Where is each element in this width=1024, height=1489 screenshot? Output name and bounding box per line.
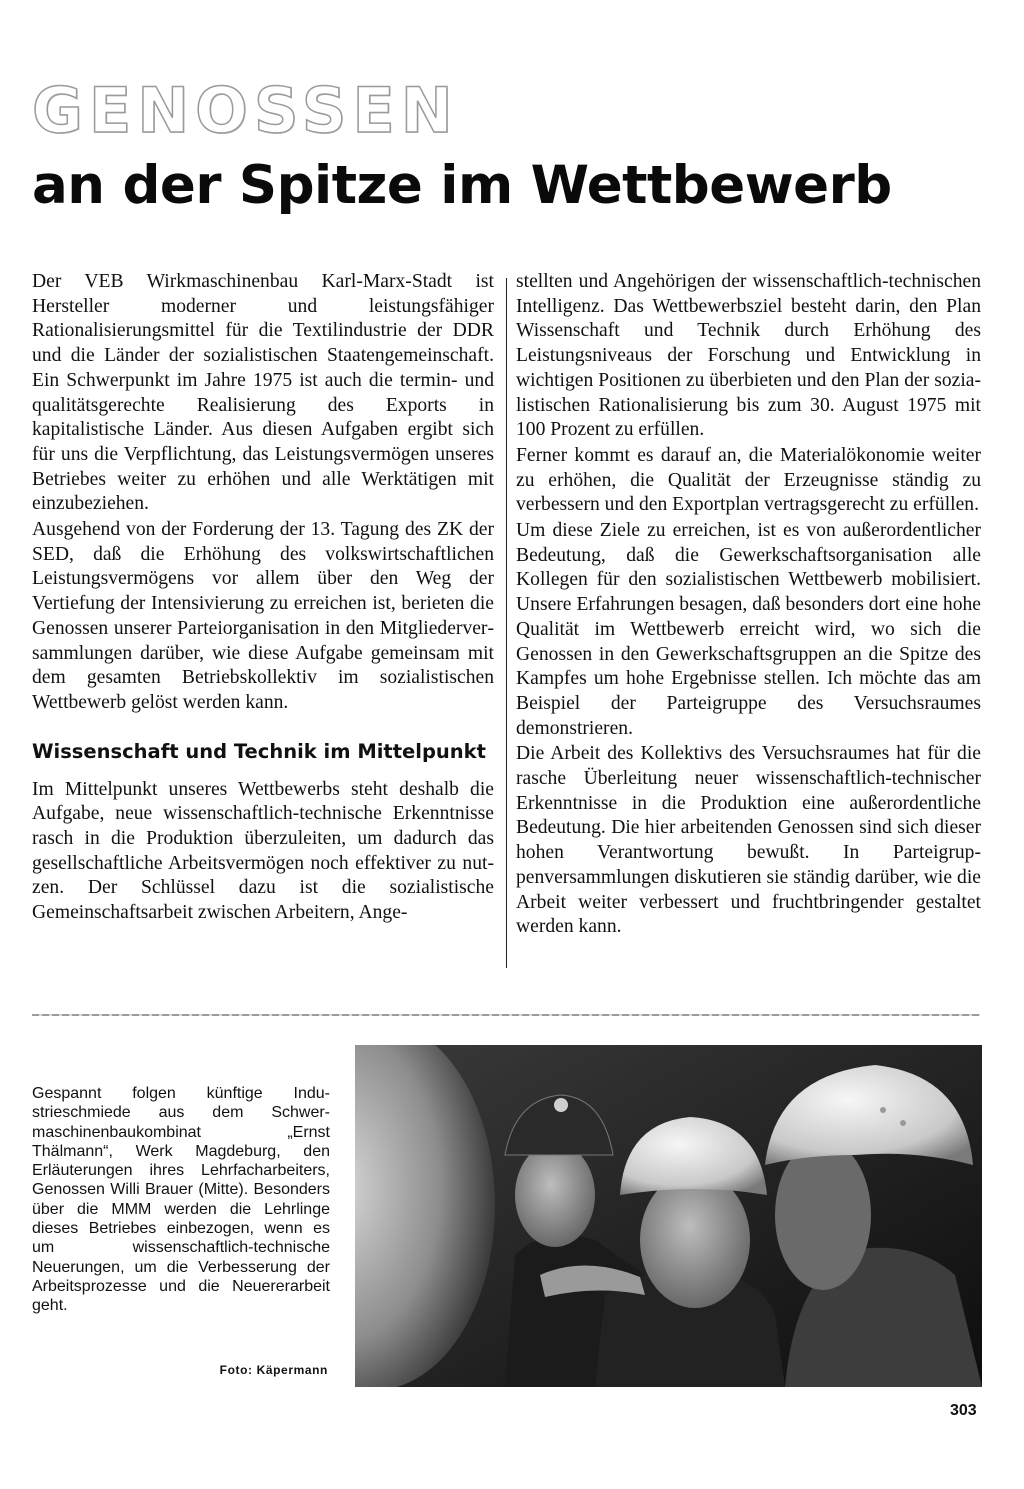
workers-photo-illustration	[355, 1045, 982, 1387]
paragraph-2: Ausgehend von der Forderung der 13. Tagung des ZK der SED, daß die Erhöhung des volkswirtschaftlichen Leistungsvermögens vor allem über den Weg der Vertiefung der Intensivierung zu erreichen ist, berieten die Genossen unserer Parteiorganisation in den Mitgliederversammlungen darüber, wie diese Aufgabe gemeinsam mit dem gesamten Betriebskollektiv im sozialistischen Wettbewerb gelöst werden kann.	[32, 519, 494, 713]
worker-right-face	[775, 1140, 871, 1290]
article-kicker: GENOSSEN	[32, 74, 459, 147]
paragraph-6: Um diese Ziele zu erreichen, ist es von außerordentlicher Bedeutung, daß die Gewerkschaftsorganisation alle Kollegen für den sozialistischen Wettbewerb mobilisiert. Unsere Erfahrungen besagen, daß besonders dort eine hohe Qualität im Wettbewerb erreicht wird, wo sich die Genossen in den Gewerkschaftsgruppen an die Spitze des Kampfes um hohe Ergebnisse stellen. Ich möchte das am Beispiel der Parteigruppe des Versuchsraumes demonstrieren.	[516, 520, 981, 739]
photo-credit: Foto: Käpermann	[219, 1363, 328, 1377]
section-subheading: Wissenschaft und Technik im Mittelpunkt	[32, 739, 486, 763]
worker-center-face	[640, 1172, 750, 1308]
paragraph-5: Ferner kommt es darauf an, die Materialökonomie weiter zu erhöhen, die Qualität der Erzeugnisse ständig zu verbessern und den Exportplan vertragsgerecht zu erfüllen.	[516, 444, 981, 516]
section-separator	[32, 1014, 980, 1016]
paragraph-4: stellten und Angehörigen der wissenschaftlich-technischen Intelligenz. Das Wettbewerbsziel besteht darin, den Plan Wissenschaft und Technik durch Erhöhung des Leistungsniveaus der Forschung und Entwicklung in wichtigen Positionen zu überbieten und den Plan der sozialistischen Rationalisierung bis zum 30. August 1975 mit 100 Prozent zu erfüllen.	[516, 271, 981, 441]
column-divider	[506, 278, 507, 968]
photo-caption: Gespannt folgen künftige Industrieschmiede aus dem Schwermaschinenbaukombinat „Ernst Thälmann“, Werk Magdeburg, den Erläuterungen ihres Lehrfacharbeiters, Genossen Willi Brauer (Mitte). Besonders über die MMM werden die Lehrlinge dieses Betriebes einbezogen, wenn es um wissenschaftlich-technische Neuerungen, um die Verbesserung der Arbeitsprozesse und die Neuererarbeit geht.	[32, 1085, 330, 1315]
article-photo	[355, 1045, 982, 1387]
worker-left-face	[515, 1143, 595, 1247]
page-number: 303	[950, 1402, 977, 1419]
paragraph-7: Die Arbeit des Kollektivs des Versuchsraumes hat für die rasche Überleitung neuer wissenschaftlich-technischer Erkenntnisse in die Produktion eine außerordentliche Bedeutung. Die hier arbeitenden Genossen sind sich dieser hohen Verantwortung bewußt. In Parteigruppenversammlungen diskutieren sie ständig darüber, wie die Arbeit weiter verbessert und fruchtbringender gestaltet werden kann.	[516, 743, 981, 938]
paragraph-1: Der VEB Wirkmaschinenbau Karl-Marx-Stadt ist Hersteller moderner und leistungsfähiger Rationalisierungsmittel für die Textilindustrie der DDR und die Länder der sozialistischen Staatengemeinschaft. Ein Schwerpunkt im Jahre 1975 ist auch die termin- und qualitätsgerechte Realisierung des Exports in kapitalistische Länder. Aus diesen Aufgaben ergibt sich für uns die Verpflichtung, das Leistungsvermögen unseres Betriebes weiter zu erhöhen und alle Werktätigen mit einzubeziehen.	[32, 271, 494, 515]
article-headline: an der Spitze im Wettbewerb	[32, 155, 892, 216]
article-column-left	[32, 270, 494, 926]
article-column-right	[516, 270, 981, 940]
paragraph-3: Im Mittelpunkt unseres Wettbewerbs steht deshalb die Aufgabe, neue wissenschaftlich-technische Erkenntnisse rasch in die Produktion überzuleiten, um dadurch das gesellschaftliche Arbeitsvermögen noch effektiver zu nutzen. Der Schlüssel dazu ist die sozialistische Gemeinschaftsarbeit zwischen Arbeitern, Ange-	[32, 778, 494, 924]
